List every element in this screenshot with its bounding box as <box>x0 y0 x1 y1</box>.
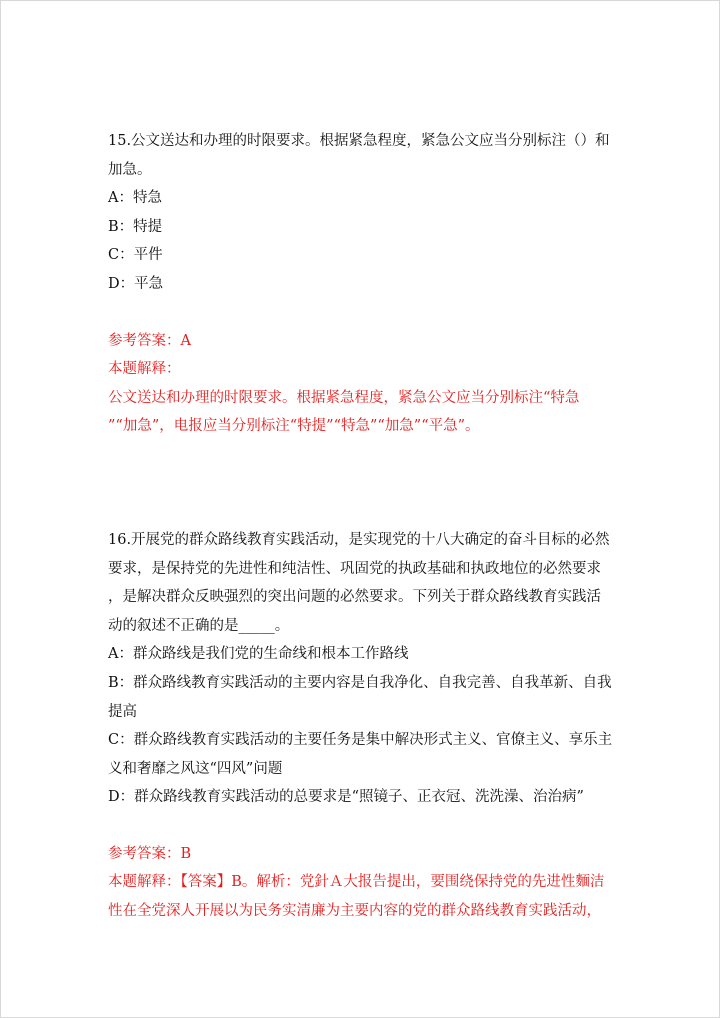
question-stem-line: 15.公文送达和办理的时限要求。根据紧急程度，紧急公文应当分别标注（）和 <box>108 133 610 149</box>
answer-label: 参考答案：A <box>108 332 191 349</box>
question-stem-line: 要求，是保持党的先进性和纯洁性、巩固党的执政基础和执政地位的必然要求 <box>108 560 601 577</box>
option-c: C：平件 <box>108 247 163 264</box>
option-d: D：群众路线教育实践活动的总要求是“照镜子、正衣冠、洗洗澡、治治病” <box>108 789 584 806</box>
option-d: D：平急 <box>108 275 164 292</box>
option-a: A：群众路线是我们党的生命线和根本工作路线 <box>108 646 409 663</box>
question-stem-line: ，是解决群众反映强烈的突出问题的必然要求。下列关于群众路线教育实践活 <box>108 589 601 606</box>
explanation-line: 性在全党深人开展以为民务实清廉为主要内容的党的群众路线教育实践活动， <box>108 903 601 920</box>
question-stem-line: 动的叙述不正确的是_____。 <box>108 617 290 634</box>
explanation-line: ”“加急”，电报应当分别标注“特提”“特急”“加急”“平急”。 <box>108 418 480 435</box>
question-stem-line: 16.开展党的群众路线教育实践活动，是实现党的十八大确定的奋斗目标的必然 <box>108 531 610 548</box>
option-c: C：群众路线教育实践活动的主要任务是集中解决形式主义、官僚主义、享乐主 <box>108 732 613 749</box>
option-b: B：特提 <box>108 218 163 235</box>
explanation-line: 本题解释：【答案】B。解析：党針Ａ大报告提出，要围绕保持党的先进性麵洁 <box>108 874 605 891</box>
answer-label: 参考答案：B <box>108 845 192 862</box>
option-b: B：群众路线教育实践活动的主要内容是自我净化、自我完善、自我革新、自我 <box>108 674 612 691</box>
option-b-cont: 提高 <box>108 703 137 720</box>
explanation-label: 本题解释： <box>108 361 181 378</box>
option-a: A：特急 <box>108 190 162 207</box>
question-15 <box>108 127 618 441</box>
document-body <box>108 127 618 926</box>
option-c-cont: 义和奢靡之风这“四风”问题 <box>108 760 283 777</box>
question-stem-line: 加急。 <box>108 161 152 178</box>
explanation-line: 公文送达和办理的时限要求。根据紧急程度，紧急公文应当分别标注“特急 <box>108 389 580 406</box>
question-16 <box>108 526 618 926</box>
